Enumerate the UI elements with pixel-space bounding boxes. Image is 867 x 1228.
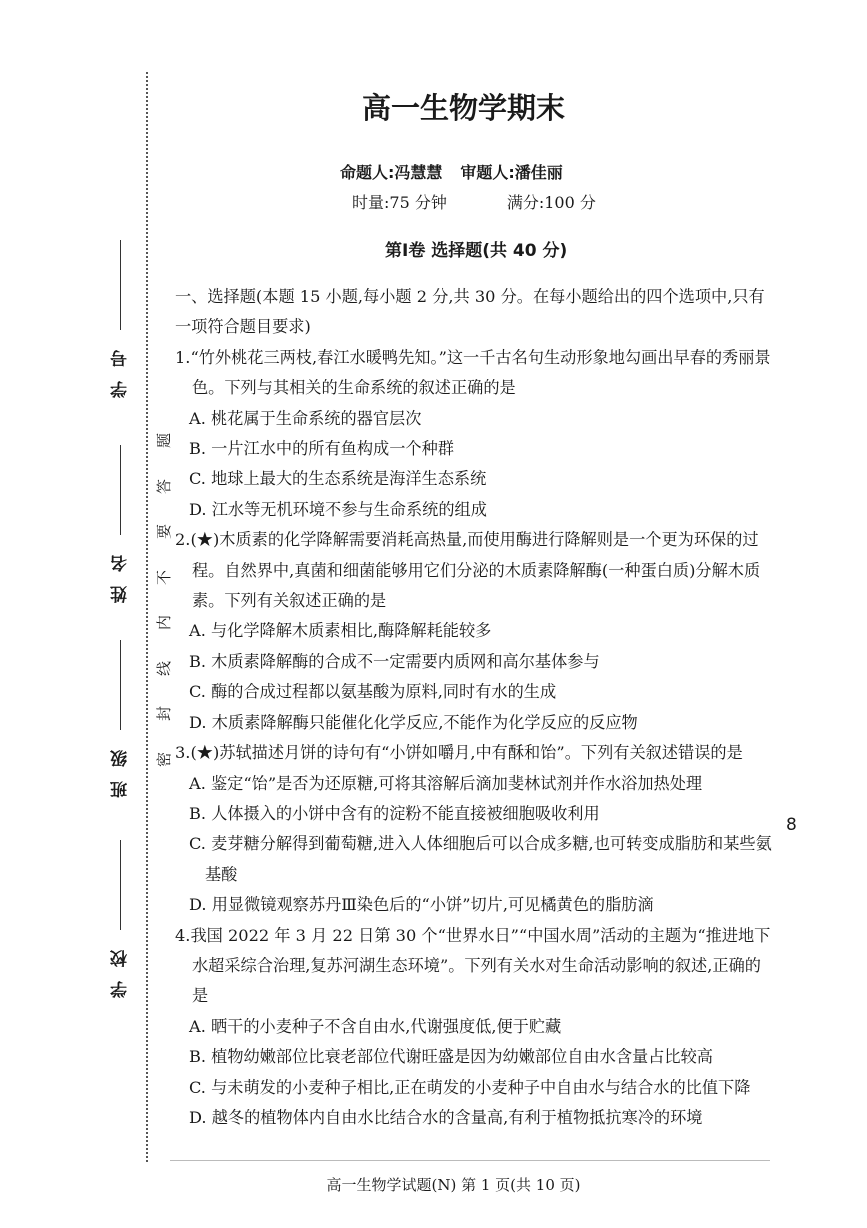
option-c: C. 与未萌发的小麦种子相比,正在萌发的小麦种子中自由水与结合水的比值下降 <box>189 1077 751 1097</box>
question-stem: 2.(★)木质素的化学降解需要消耗高热量,而使用酶进行降解则是一个更为环保的过程。自然界中,真菌和细菌能够用它们分泌的木质素降解酶(一种蛋白质)分解木质素。下列有关叙述正确的是 <box>175 530 761 611</box>
binding-fields <box>100 240 140 1000</box>
option-d: D. 江水等无机环境不参与生命系统的组成 <box>189 499 487 519</box>
option-d: D. 木质素降解酶只能催化化学反应,不能作为化学反应的反应物 <box>189 712 638 732</box>
exam-info-line <box>352 190 596 213</box>
option-b: B. 植物幼嫩部位比衰老部位代谢旺盛是因为幼嫩部位自由水含量占比较高 <box>189 1047 713 1067</box>
option-a: A. 桃花属于生命系统的器官层次 <box>189 408 422 428</box>
school-blank <box>120 840 121 930</box>
question-4 <box>175 921 775 1134</box>
seal-char: 内 <box>155 615 174 631</box>
seal-char: 线 <box>155 660 174 676</box>
seal-char: 要 <box>155 524 174 540</box>
class-label: 班级 <box>110 736 131 798</box>
question-1 <box>175 343 775 525</box>
name-blank <box>120 445 121 535</box>
seal-char: 答 <box>155 478 174 494</box>
question-stem: 3.(★)苏轼描述月饼的诗句有“小饼如嚼月,中有酥和饴”。下列有关叙述错误的是 <box>175 743 743 763</box>
seal-char: 密 <box>155 751 174 767</box>
seal-char: 不 <box>155 569 174 585</box>
option-b: B. 人体摄入的小饼中含有的淀粉不能直接被细胞吸收利用 <box>189 803 600 823</box>
school-label: 学校 <box>110 936 131 998</box>
option-d: D. 越冬的植物体内自由水比结合水的含量高,有利于植物抵抗寒冷的环境 <box>189 1107 703 1127</box>
setter: 命题人:冯慧慧 <box>340 163 443 182</box>
time-limit: 时量:75 分钟 <box>352 193 447 212</box>
option-a: A. 晒干的小麦种子不含自由水,代谢强度低,便于贮藏 <box>189 1016 562 1036</box>
seal-char: 封 <box>155 706 174 722</box>
option-d: D. 用显微镜观察苏丹Ⅲ染色后的“小饼”切片,可见橘黄色的脂肪滴 <box>189 895 654 915</box>
option-b: B. 一片江水中的所有鱼构成一个种群 <box>189 439 454 459</box>
authors-line <box>340 160 563 183</box>
name-field <box>100 445 140 603</box>
option-c: C. 酶的合成过程都以氨基酸为原料,同时有水的生成 <box>189 682 557 702</box>
seal-char: 题 <box>155 432 174 449</box>
page-footer: 高一生物学试题(N) 第 1 页(共 10 页) <box>326 1176 581 1194</box>
question-stem: 1.“竹外桃花三两枝,春江水暖鸭先知。”这一千古名句生动形象地勾画出早春的秀丽景色。下列与其相关的生命系统的叙述正确的是 <box>175 347 771 398</box>
part-instructions: 一、选择题(本题 15 小题,每小题 2 分,共 30 分。在每小题给出的四个选项中,只有一项符合题目要求) <box>175 287 765 337</box>
class-field <box>100 640 140 798</box>
question-body <box>175 282 775 1133</box>
question-2 <box>175 525 775 738</box>
question-stem: 4.我国 2022 年 3 月 22 日第 30 个“世界水日”“中国水周”活动的主题为“推进地下水超采综合治理,复苏河湖生态环境”。下列有关水对生命活动影响的叙述,正确的是 <box>175 925 771 1006</box>
seal-notice <box>152 430 176 770</box>
footer-divider <box>170 1160 770 1161</box>
student-id-label: 学号 <box>110 336 131 398</box>
class-blank <box>120 640 121 730</box>
option-b: B. 木质素降解酶的合成不一定需要内质网和高尔基体参与 <box>189 651 600 671</box>
school-field <box>100 840 140 998</box>
binding-dotted-line <box>146 72 148 1162</box>
option-a: A. 与化学降解木质素相比,酶降解耗能较多 <box>189 621 492 641</box>
student-id-blank <box>120 240 121 330</box>
student-id-field <box>100 240 140 398</box>
option-a: A. 鉴定“饴”是否为还原糖,可将其溶解后滴加斐林试剂并作水浴加热处理 <box>189 773 703 793</box>
question-3 <box>175 738 775 920</box>
margin-page-number: 8 <box>786 815 797 835</box>
full-score: 满分:100 分 <box>506 193 596 212</box>
option-c: C. 地球上最大的生态系统是海洋生态系统 <box>189 469 487 489</box>
option-c: C. 麦芽糖分解得到葡萄糖,进入人体细胞后可以合成多糖,也可转变成脂肪和某些氨基酸 <box>189 834 772 884</box>
exam-title: 高一生物学期末 <box>361 91 565 125</box>
reviewer: 审题人:潘佳丽 <box>460 163 563 182</box>
name-label: 姓名 <box>110 541 131 603</box>
section-heading: 第Ⅰ卷 选择题(共 40 分) <box>385 241 568 261</box>
